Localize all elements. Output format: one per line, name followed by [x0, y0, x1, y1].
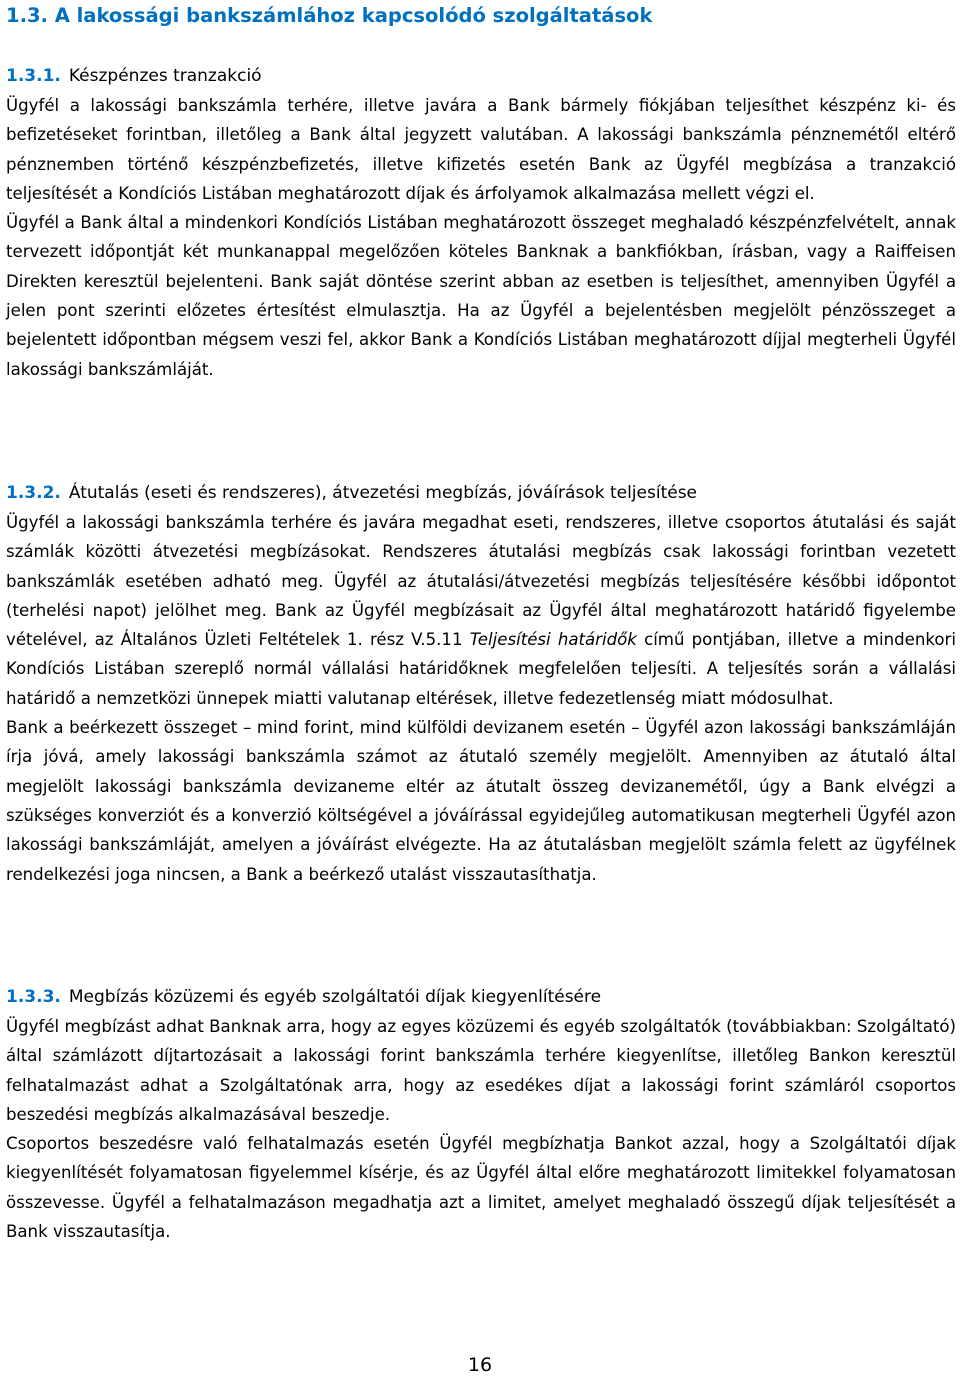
section-heading: [6, 62, 956, 91]
section-number: 1.3.2.: [6, 483, 61, 503]
section-title: Készpénzes tranzakció: [68, 66, 262, 86]
paragraph: [6, 508, 956, 713]
section-heading: [6, 983, 956, 1012]
section-title: Átutalás (eseti és rendszeres), átvezetési megbízás, jóváírások teljesítése: [68, 483, 698, 503]
page-number: 16: [467, 1354, 493, 1376]
paragraph: Bank a beérkezett összeget – mind forint, mind külföldi devizanem esetén – Ügyfél azon lakossági bankszámláján írja jóvá, amely lakossági bankszámla számot az átutaló személy megjelölt. Amennyiben az átutaló által megjelölt lakossági bankszámla devizaneme eltér az átutalt összeg devizanemétől, úgy a Bank elvégzi a szükséges konverziót és a konverzió költségével a jóváírással egyidejűleg automatikusan megterheli Ügyfél azon lakossági bankszámláját, amelyen a jóváírást elvégezte. Ha az átutalásban megjelölt számla felett az ügyfélnek rendelkezési joga nincsen, a Bank a beérkező utalást visszautasíthatja.: [6, 718, 956, 884]
section-heading: [6, 479, 956, 508]
main-heading: 1.3. A lakossági bankszámlához kapcsolódó szolgáltatások: [6, 4, 653, 27]
section-1-3-3: [6, 983, 956, 1246]
paragraph-text: című pontjában, illetve a mindenkori Kondíciós Listában szereplő normál vállalási határidőknek megfelelően teljesíti. A teljesítés során a vállalási határidő a nemzetközi ünnepek miatti valutanap eltérések, illetve fedezetlenség miatt módosulhat.: [6, 630, 956, 708]
italic-reference: Teljesítési határidők: [469, 630, 637, 650]
section-1-3-1: [6, 62, 956, 384]
paragraph: Csoportos beszedésre való felhatalmazás esetén Ügyfél megbízhatja Bankot azzal, hogy a Szolgáltatói díjak kiegyenlítését folyamatosan figyelemmel kísérje, és az Ügyfél által előre meghatározott limitekkel folyamatosan összevesse. Ügyfél a felhatalmazáson megadhatja azt a limitet, amelyet meghaladó összegű díjak teljesítését a Bank visszautasítja.: [6, 1134, 956, 1242]
paragraph: Ügyfél a Bank által a mindenkori Kondíciós Listában meghatározott összeget meghaladó készpénzfelvételt, annak tervezett időpontját két munkanappal megelőzően köteles Banknak a bankfiókban, írásban, vagy a Raiffeisen Direkten keresztül bejelenteni. Bank saját döntése szerint abban az esetben is teljesíthet, amennyiben Ügyfél a jelen pont szerinti előzetes értesítést elmulasztja. Ha az Ügyfél a bejelentésben megjelölt pénzösszeget a bejelentett időpontban mégsem veszi fel, akkor Bank a Kondíciós Listában meghatározott díjjal megterheli Ügyfél lakossági bankszámláját.: [6, 213, 956, 379]
section-title: Megbízás közüzemi és egyéb szolgáltatói díjak kiegyenlítésére: [68, 987, 602, 1007]
paragraph: Ügyfél megbízást adhat Banknak arra, hogy az egyes közüzemi és egyéb szolgáltatók (továbbiakban: Szolgáltató) által számlázott díjtartozásait a lakossági forint bankszámla terhére kiegyenlítse, illetőleg Bankon keresztül felhatalmazást adhat a Szolgáltatónak arra, hogy az esedékes díjat a lakossági forint számláról csoportos beszedési megbízás alkalmazásával beszedje.: [6, 1017, 956, 1124]
section-number: 1.3.3.: [6, 987, 61, 1007]
paragraph-text: Ügyfél a lakossági bankszámla terhére és javára megadhat eseti, rendszeres, illetve csoportos átutalási és saját számlák közötti átvezetési megbízásokat. Rendszeres átutalási megbízás csak lakossági forintban vezetett bankszámlák esetében adható meg. Ügyfél az átutalási/átvezetési megbízás teljesítésére későbbi időpontot (terhelési napot) jelölhet meg. Bank az Ügyfél megbízásait az Ügyfél által meghatározott határidő figyelembe vételével, az Általános Üzleti Feltételek 1. rész V.5.11: [6, 513, 956, 650]
paragraph: Ügyfél a lakossági bankszámla terhére, illetve javára a Bank bármely fiókjában teljesíthet készpénz ki- és befizetéseket forintban, illetőleg a Bank által jegyzett valutában. A lakossági bankszámla pénznemétől eltérő pénznemben történő készpénzbefizetés, illetve kifizetés esetén Bank az Ügyfél megbízása a tranzakció teljesítését a Kondíciós Listában meghatározott díjak és árfolyamok alkalmazása mellett végzi el.: [6, 96, 956, 203]
section-number: 1.3.1.: [6, 66, 61, 86]
section-1-3-2: [6, 479, 956, 889]
